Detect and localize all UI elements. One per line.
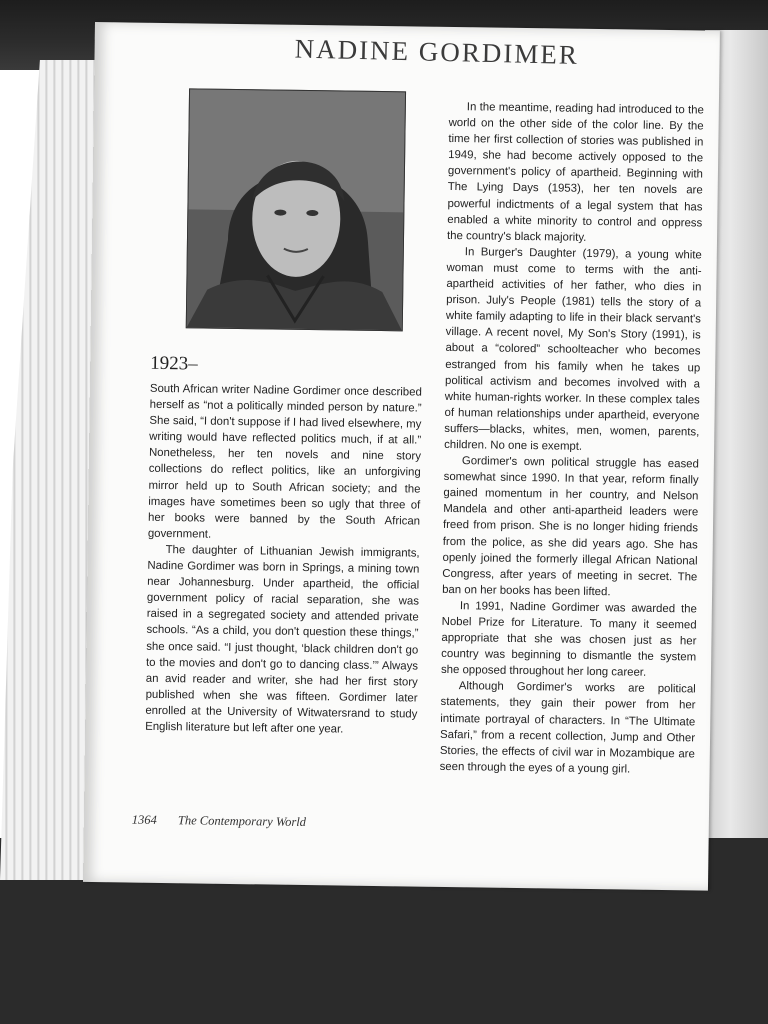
page-footer: [132, 813, 306, 830]
portrait-photo-icon: [187, 89, 405, 330]
paragraph: The daughter of Lithuanian Jewish immigrants, Nadine Gordimer was born in Springs, a mining town near Johannesburg. Under apartheid, the official government policy of racial separation, she was raised in a segregated society and attended private schools. “As a child, you don't question these things,” she once said. “I just thought, ‘black children don't go to the movies and don't go to dancing class.’” Always an avid reader and writer, she had her first story published when she was fifteen. Gordimer later enrolled at the University of Witwatersrand to study English literature but left after one year.: [145, 543, 420, 736]
birth-year: 1923–: [150, 352, 198, 375]
book-page: [83, 22, 720, 891]
paragraph: In Burger's Daughter (1979), a young white woman must come to terms with the anti-apartheid activities of her father, who dies in prison. July's People (1981) tells the story of a white family adapting to life in their black servant's village. A recent novel, My Son's Story (1991), is about a “colored” schoolteacher who becomes estranged from his family when he takes up political activism and becomes involved with a white human-rights worker. In these complex tales of human relationships under apartheid, everyone suffers—blacks, whites, men, women, parents, children. No one is exempt.: [444, 246, 702, 453]
page-title: NADINE GORDIMER: [294, 33, 580, 70]
section-title: The Contemporary World: [177, 813, 307, 830]
left-column: [145, 381, 422, 739]
portrait-photo: [186, 88, 406, 331]
paragraph: In the meantime, reading had introduced to the world on the other side of the color line. By the time her first collection of stories was published in 1949, she had become actively opposed to the government's policy of apartheid. Beginning with The Lying Days (1953), her ten novels are powerful indictments of a legal system that has enabled a white minority to control and oppress the country's black majority.: [446, 101, 704, 244]
paragraph: South African writer Nadine Gordimer once described herself as “not a politically minded person by nature.” She said, “I don't suppose if I had lived elsewhere, my writing would have reflected politics much, if at all.” Nonetheless, her ten novels and nine story collections do reflect politics, like an unforgiving mirror held up to South African society; and the images have sometimes been so ugly that three of her books were banned by the South African government.: [147, 382, 422, 541]
page-number: 1364: [131, 812, 157, 827]
paragraph: Although Gordimer's works are political statements, they gain their power from her intimate portrayal of characters. In “The Ultimate Safari,” from a recent collection, Jump and Other Stories, the effects of civil war in Mozambique are seen through the eyes of a young girl.: [439, 680, 696, 776]
paragraph: In 1991, Nadine Gordimer was awarded the Nobel Prize for Literature. To many it seemed appropriate that she was chosen just as her country was beginning to dismantle the system she opposed throughout her long career.: [440, 600, 697, 680]
right-column: [440, 99, 704, 778]
paragraph: Gordimer's own political struggle has eased somewhat since 1990. In that year, reform finally gained momentum in her country, and Nelson Mandela and other anti-apartheid leaders were freed from prison. She is no longer hiding friends from the police, as she did years ago. She has openly joined the formerly illegal African National Congress, after years of meeting in secret. The ban on her books has been lifted.: [442, 455, 699, 599]
